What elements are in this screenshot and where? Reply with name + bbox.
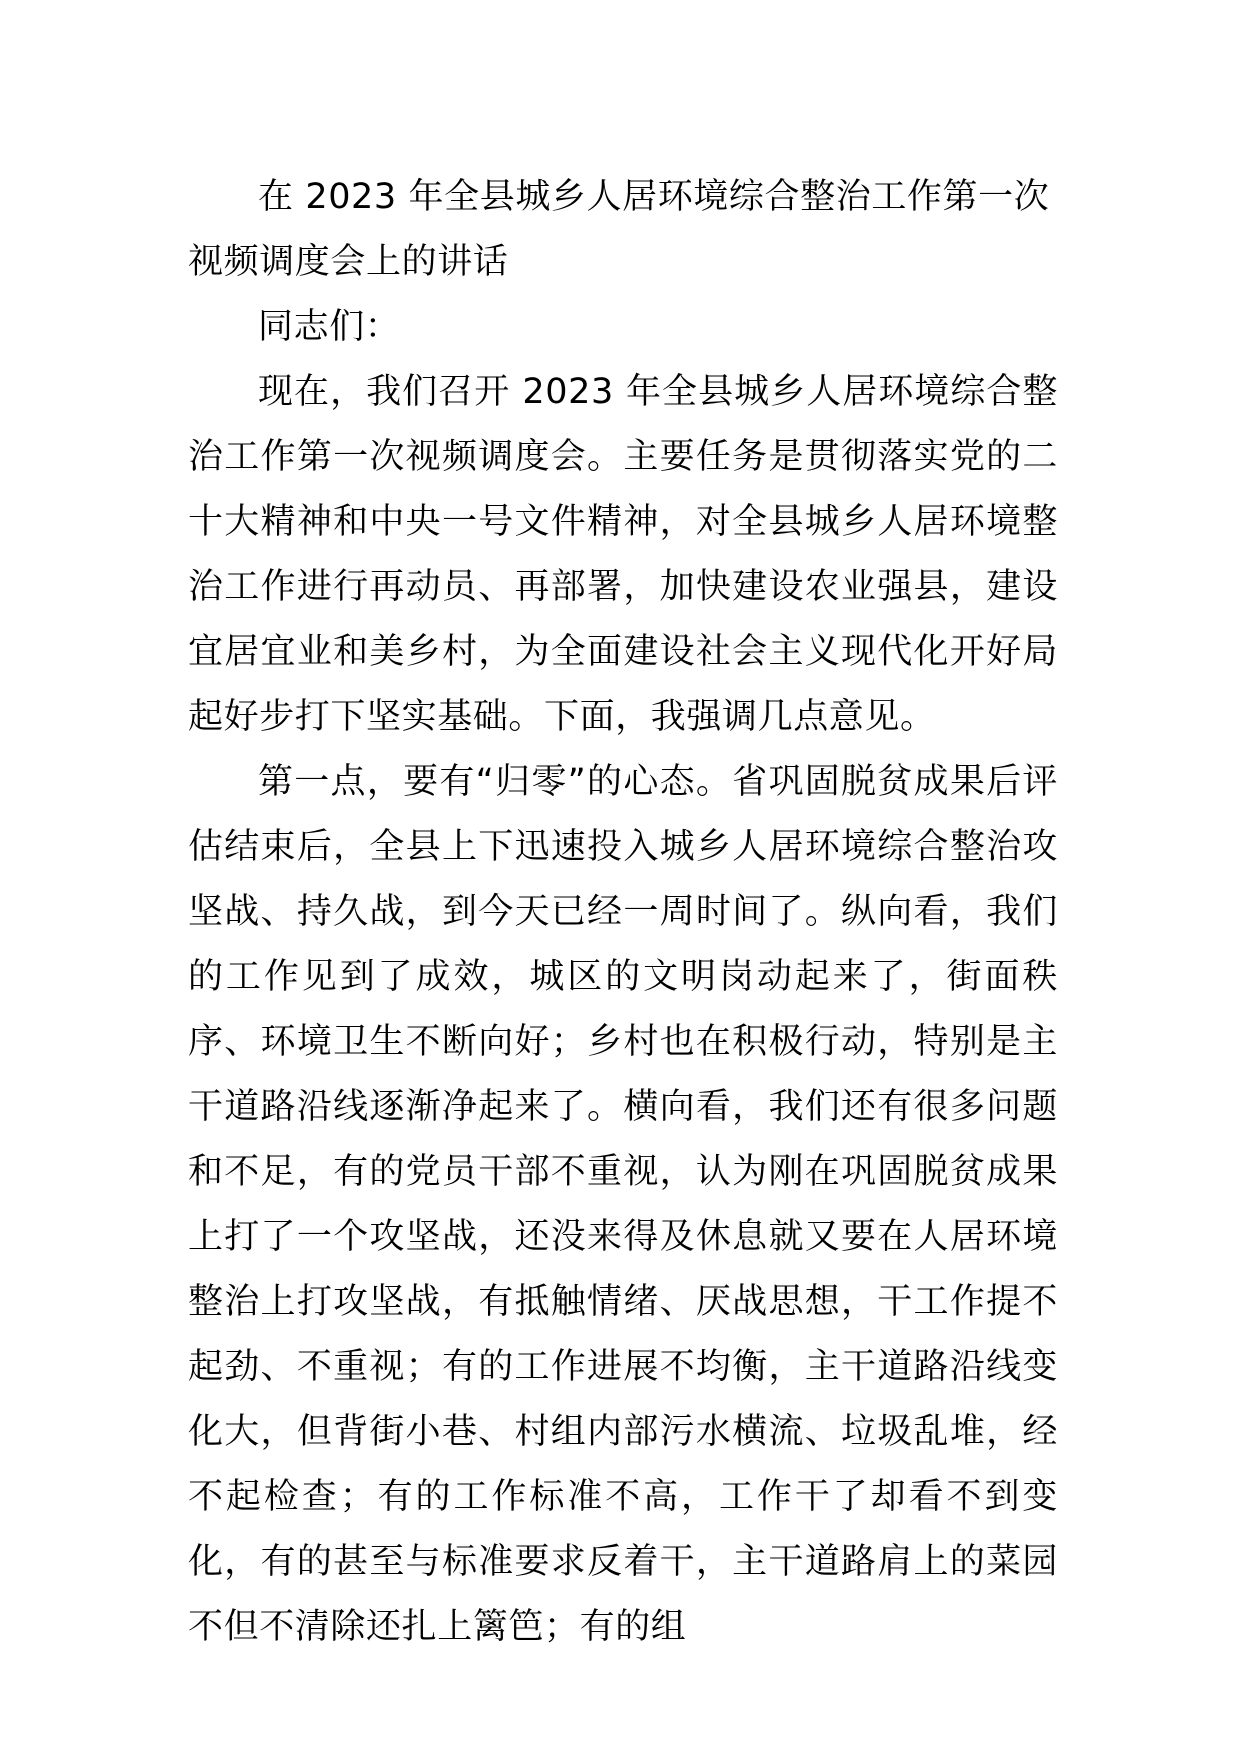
salutation: 同志们： <box>258 307 401 347</box>
document-title: 在 2023 年全县城乡人居环境综合整治工作第一次视频调度会上的讲话 <box>188 177 1050 282</box>
paragraph-point-one: 第一点，要有“归零”的心态。省巩固脱贫成果后评估结束后，全县上下迅速投入城乡人居环境综合整治攻坚战、持久战，到今天已经一周时间了。纵向看，我们的工作见到了成效，城区的文明岗动起来了，街面秩序、环境卫生不断向好；乡村也在积极行动，特别是主干道路沿线逐渐净起来了。横向看，我们还有很多问题和不足，有的党员干部不重视，认为刚在巩固脱贫成果上打了一个攻坚战，还没来得及休息就又要在人居环境整治上打攻坚战，有抵触情绪、厌战思想，干工作提不起劲、不重视；有的工作进展不均衡，主干道路沿线变化大，但背街小巷、村组内部污水横流、垃圾乱堆，经不起检查；有的工作标准不高，工作干了却看不到变化，有的甚至与标准要求反着干，主干道路肩上的菜园不但不清除还扎上篱笆；有的组 <box>188 762 1058 1647</box>
document-body <box>188 165 1058 1660</box>
paragraph-opening: 现在，我们召开 2023 年全县城乡人居环境综合整治工作第一次视频调度会。主要任务是贯彻落实党的二十大精神和中央一号文件精神，对全县城乡人居环境整治工作进行再动员、再部署，加快建设农业强县，建设宜居宜业和美乡村，为全面建设社会主义现代化开好局起好步打下坚实基础。下面，我强调几点意见。 <box>188 372 1058 737</box>
